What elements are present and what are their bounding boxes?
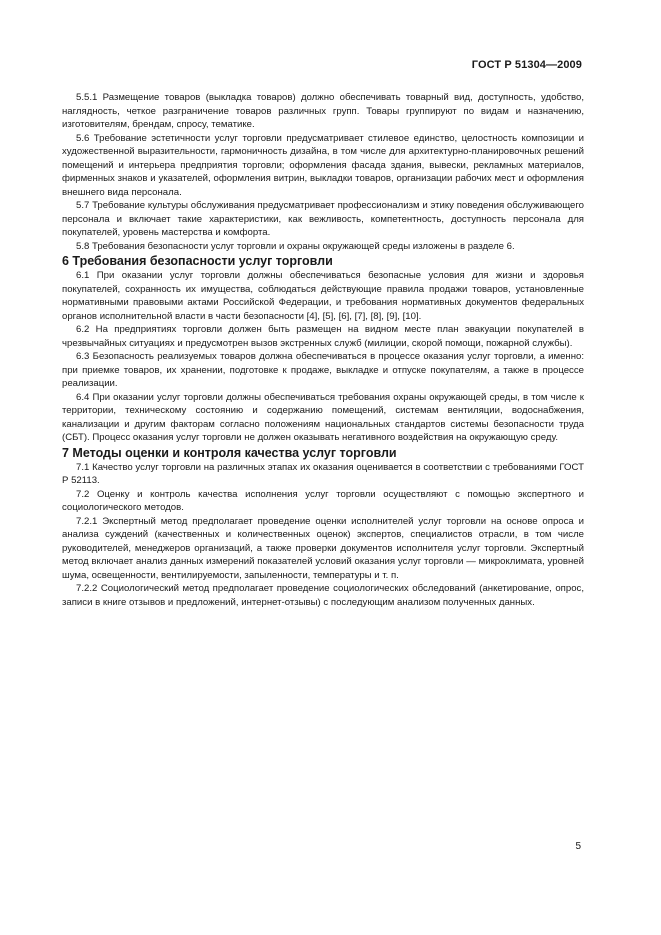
paragraph-5-7: 5.7 Требование культуры обслуживания предусматривает профессионализм и этику поведения обслуживающего персонала и включает такие характеристики, как вежливость, компетентность, доступность персонала для покупателей, уровень мастерства и комфорта. xyxy=(62,200,584,238)
paragraph-7-2-1: 7.2.1 Экспертный метод предполагает проведение оценки исполнителей услуг торговли на основе опроса и анализа суждений (качественных и количественных оценок) экспертов, специалистов отрасли, в том числе руководителей, менеджеров организаций, а также проверки документов исполнителя услуг торговли. Экспертный метод включает анализ данных измерений показателей условий оказания услуг торговли — микроклимата, уровней шума, освещенности, вентилируемости, запыленности, температуры и т. п. xyxy=(62,515,584,581)
section-6-heading: 6 Требования безопасности услуг торговли xyxy=(62,254,333,268)
document-code: ГОСТ Р 51304—2009 xyxy=(471,59,582,71)
paragraph-5-6: 5.6 Требование эстетичности услуг торговли предусматривает стилевое единство, целостность композиции и художественной выразительности, гармоничность дизайна, в том числе для архитектурно-планировочных решений помещений и интерьера предприятия торговли; оформления фасада здания, вывески, рекламных материалов, фирменных знаков и указателей, оформления витрин, выкладки товаров, организации рабочих мест и оформления внешнего вида персонала. xyxy=(62,132,584,198)
section-7-heading: 7 Методы оценки и контроля качества услуг торговли xyxy=(62,445,397,460)
paragraph-5-5-1: 5.5.1 Размещение товаров (выкладка товаров) должно обеспечивать товарный вид, доступность, удобство, наглядность, четкое разграничение товаров различных групп. Товары группируют по видам и назначению, изготовителям, брендам, спросу, тематике. xyxy=(62,92,584,130)
paragraph-6-2: 6.2 На предприятиях торговли должен быть размещен на видном месте план эвакуации покупателей в чрезвычайных ситуациях и предусмотрен вызов экстренных служб (милиции, скорой помощи, пожарной службы). xyxy=(62,324,584,349)
section-6-body xyxy=(62,269,584,445)
page-number: 5 xyxy=(575,841,581,852)
paragraph-6-3: 6.3 Безопасность реализуемых товаров должна обеспечиваться в процессе оказания услуг торговли, а именно: при приемке товаров, их хранении, подготовке к продаже, выкладке и отпуске покупателям, а также в процессе реализации. xyxy=(62,351,584,389)
paragraph-7-2: 7.2 Оценку и контроль качества исполнения услуг торговли осуществляют с помощью экспертного и социологического методов. xyxy=(62,488,584,513)
paragraph-5-8: 5.8 Требования безопасности услуг торговли и охраны окружающей среды изложены в разделе 6. xyxy=(76,240,515,252)
paragraph-6-1: 6.1 При оказании услуг торговли должны обеспечиваться безопасные условия для жизни и здоровья покупателей, сохранность их имущества, соблюдаться действующие правила продажи товаров, установленные нормативными правовыми актами Российской Федерации, и требования нормативных документов федеральных органов исполнительной власти в части безопасности [4], [5], [6], [7], [8], [9], [10]. xyxy=(62,270,584,322)
paragraph-7-1: 7.1 Качество услуг торговли на различных этапах их оказания оценивается в соответствии с требованиями ГОСТ Р 52113. xyxy=(62,461,584,486)
page-content xyxy=(62,91,584,609)
intro-block xyxy=(62,91,584,253)
section-7-body xyxy=(62,461,584,610)
paragraph-7-2-2: 7.2.2 Социологический метод предполагает проведение социологических обследований (анкетирование, опрос, записи в книге отзывов и предложений, интернет-отзывы) с последующим анализом полученных данных. xyxy=(62,583,584,608)
paragraph-6-4: 6.4 При оказании услуг торговли должны обеспечиваться требования охраны окружающей среды, в том числе к территории, техническому состоянию и содержанию помещений, системам вентиляции, водоснабжения, канализации и другим факторам согласно положениям национальных стандартов системы безопасности труда (СБТ). Процесс оказания услуг торговли не должен оказывать негативного воздействия на окружающую среду. xyxy=(62,391,584,443)
